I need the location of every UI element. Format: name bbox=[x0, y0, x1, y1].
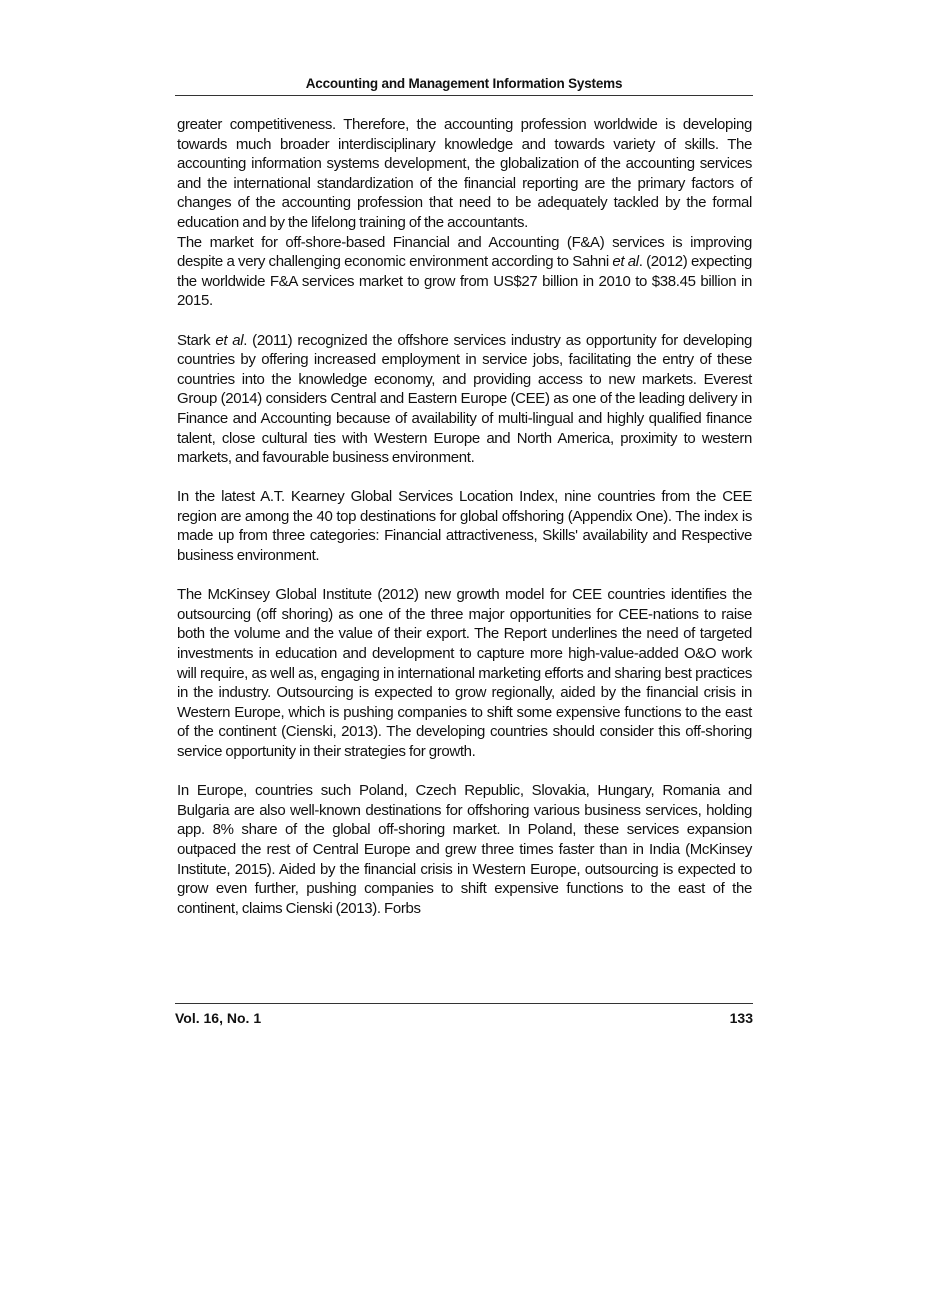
paragraph-4 bbox=[177, 487, 752, 565]
paragraph-text: In the latest A.T. Kearney Global Services Location Index, nine countries from the CEE region are among the 40 top destinations for global offshoring (Appendix One). The index is made up from three categories: Financial attractiveness, Skills' availability and Respective business environment. bbox=[177, 488, 752, 565]
paragraph-text: In Europe, countries such Poland, Czech Republic, Slovakia, Hungary, Romania and Bulgaria are also well-known destinations for offshoring various business services, holding app. 8% share of the global off-shoring market. In Poland, these services expansion outpaced the rest of Central Europe and grew three times faster than in India (McKinsey Institute, 2015). Aided by the financial crisis in Western Europe, outsourcing is expected to grow even further, pushing companies to shift expensive functions to the east of the continent, claims Cienski (2013). Forbs bbox=[177, 782, 752, 917]
paragraph-text: . (2012) expecting the worldwide F&A services market to grow from US$27 billion in 2010 to $38.45 billion in 2015. bbox=[177, 253, 752, 310]
italic-et-al: et al bbox=[215, 331, 244, 349]
page-number: 133 bbox=[729, 1010, 753, 1026]
paragraph-6 bbox=[177, 781, 752, 918]
paragraph-text: . (2011) recognized the offshore services industry as opportunity for developing countries by offering increased employment in service jobs, facilitating the entry of these countries into the knowledge economy, and providing access to new markets. Everest Group (2014) considers Central and Eastern Europe (CEE) as one of the leading delivery in Finance and Accounting because of availability of multi-lingual and highly qualified finance talent, close cultural ties with Western Europe and North America, proximity to western markets, and favourable business environment. bbox=[177, 331, 753, 467]
italic-et-al: et al bbox=[612, 253, 639, 271]
paragraph-1 bbox=[177, 115, 752, 233]
volume-issue: Vol. 16, No. 1 bbox=[175, 1010, 262, 1026]
paragraph-text: greater competitiveness. Therefore, the accounting profession worldwide is developing towards much broader interdisciplinary knowledge and towards variety of skills. The accounting information systems development, the globalization of the accounting services and the international standardization of the financial reporting are the primary factors of changes of the accounting profession that need to be adequately tackled by the formal education and by the lifelong training of the accountants. bbox=[177, 116, 752, 231]
paragraph-text: The market for off-shore-based Financial and Accounting (F&A) services is improving despite a very challenging economic environment according to Sahni bbox=[177, 233, 752, 271]
header-rule bbox=[175, 95, 753, 96]
paragraph-5 bbox=[177, 585, 752, 761]
running-header: Accounting and Management Information Systems bbox=[305, 76, 623, 91]
paragraph-text: Stark bbox=[177, 331, 216, 349]
article-body bbox=[177, 115, 752, 918]
paragraph-text: The McKinsey Global Institute (2012) new growth model for CEE countries identifies the outsourcing (off shoring) as one of the three major opportunities for CEE-nations to raise both the volume and the value of their export. The Report underlines the need of targeted investments in education and development to capture more high-value-added O&O work will require, as well as, engaging in international marketing efforts and sharing best practices in the industry. Outsourcing is expected to grow regionally, aided by the financial crisis in Western Europe, which is pushing companies to shift some expensive functions to the east of the continent (Cienski, 2013). The developing countries should consider this off-shoring service opportunity in their strategies for growth. bbox=[177, 586, 752, 760]
paragraph-2 bbox=[177, 233, 752, 311]
footer-rule bbox=[175, 1003, 753, 1004]
paragraph-3 bbox=[177, 331, 752, 468]
